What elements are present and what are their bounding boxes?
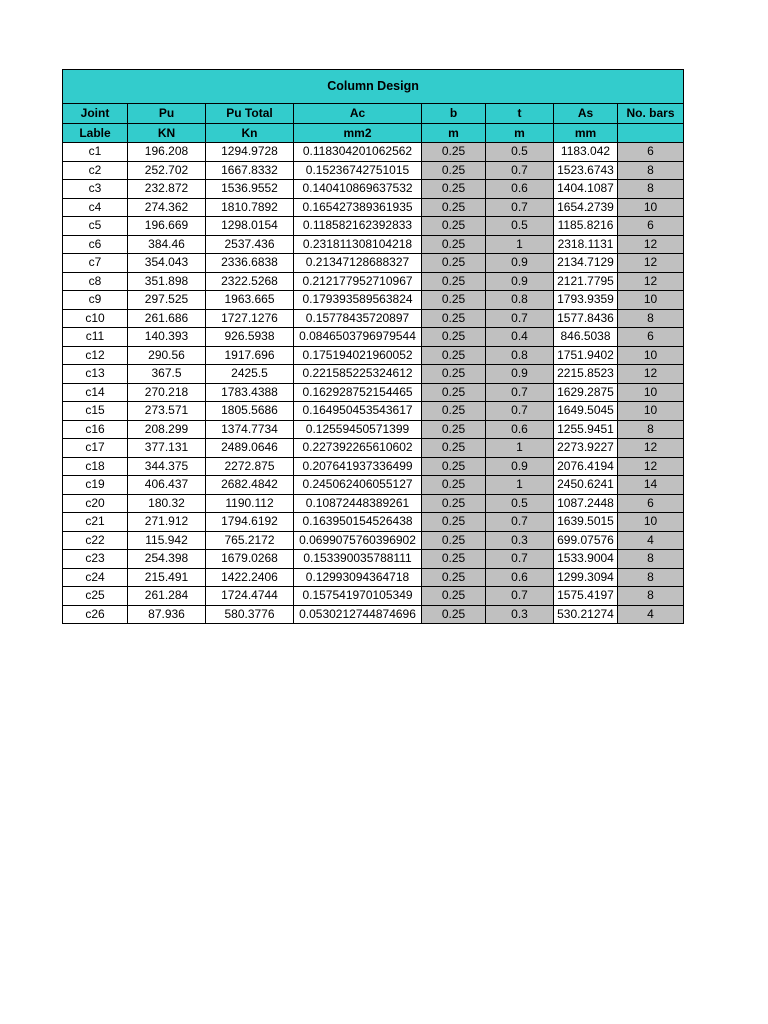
cell-b: 0.25 bbox=[422, 235, 486, 254]
cell-t: 0.9 bbox=[486, 254, 554, 273]
header-pu-total: Pu Total bbox=[206, 104, 294, 124]
cell-pu: 261.686 bbox=[128, 309, 206, 328]
table-row bbox=[63, 383, 684, 402]
cell-joint: c9 bbox=[63, 291, 128, 310]
cell-as: 1751.9402 bbox=[554, 346, 618, 365]
table-row bbox=[63, 531, 684, 550]
header-no-bars: No. bars bbox=[618, 104, 684, 124]
cell-pu-total: 1917.696 bbox=[206, 346, 294, 365]
cell-as: 1299.3094 bbox=[554, 568, 618, 587]
cell-no-bars: 6 bbox=[618, 143, 684, 162]
cell-t: 0.7 bbox=[486, 402, 554, 421]
table-row bbox=[63, 420, 684, 439]
unit-as: mm bbox=[554, 124, 618, 143]
cell-no-bars: 12 bbox=[618, 457, 684, 476]
cell-pu-total: 1724.4744 bbox=[206, 587, 294, 606]
cell-pu-total: 1422.2406 bbox=[206, 568, 294, 587]
cell-pu: 140.393 bbox=[128, 328, 206, 347]
cell-no-bars: 10 bbox=[618, 198, 684, 217]
cell-pu: 274.362 bbox=[128, 198, 206, 217]
header-row bbox=[63, 104, 684, 124]
cell-no-bars: 8 bbox=[618, 568, 684, 587]
cell-b: 0.25 bbox=[422, 550, 486, 569]
cell-b: 0.25 bbox=[422, 420, 486, 439]
cell-b: 0.25 bbox=[422, 291, 486, 310]
cell-pu-total: 1783.4388 bbox=[206, 383, 294, 402]
cell-pu: 254.398 bbox=[128, 550, 206, 569]
cell-t: 1 bbox=[486, 235, 554, 254]
cell-as: 2076.4194 bbox=[554, 457, 618, 476]
cell-ac: 0.0846503796979544 bbox=[294, 328, 422, 347]
cell-ac: 0.21347128688327 bbox=[294, 254, 422, 273]
cell-t: 0.5 bbox=[486, 217, 554, 236]
cell-pu: 377.131 bbox=[128, 439, 206, 458]
cell-joint: c25 bbox=[63, 587, 128, 606]
cell-joint: c26 bbox=[63, 605, 128, 624]
table-row bbox=[63, 291, 684, 310]
cell-pu: 252.702 bbox=[128, 161, 206, 180]
cell-no-bars: 12 bbox=[618, 254, 684, 273]
cell-b: 0.25 bbox=[422, 383, 486, 402]
cell-as: 1577.8436 bbox=[554, 309, 618, 328]
cell-as: 2273.9227 bbox=[554, 439, 618, 458]
cell-pu: 273.571 bbox=[128, 402, 206, 421]
cell-as: 2450.6241 bbox=[554, 476, 618, 495]
cell-pu-total: 765.2172 bbox=[206, 531, 294, 550]
cell-pu-total: 1727.1276 bbox=[206, 309, 294, 328]
cell-pu: 367.5 bbox=[128, 365, 206, 384]
cell-as: 1185.8216 bbox=[554, 217, 618, 236]
cell-no-bars: 12 bbox=[618, 439, 684, 458]
cell-pu: 87.936 bbox=[128, 605, 206, 624]
cell-joint: c2 bbox=[63, 161, 128, 180]
cell-as: 846.5038 bbox=[554, 328, 618, 347]
cell-b: 0.25 bbox=[422, 161, 486, 180]
cell-as: 2318.1131 bbox=[554, 235, 618, 254]
cell-b: 0.25 bbox=[422, 198, 486, 217]
cell-pu-total: 1536.9552 bbox=[206, 180, 294, 199]
cell-ac: 0.165427389361935 bbox=[294, 198, 422, 217]
cell-joint: c18 bbox=[63, 457, 128, 476]
cell-pu: 384.46 bbox=[128, 235, 206, 254]
cell-pu: 351.898 bbox=[128, 272, 206, 291]
unit-pu: KN bbox=[128, 124, 206, 143]
cell-joint: c3 bbox=[63, 180, 128, 199]
cell-joint: c14 bbox=[63, 383, 128, 402]
cell-joint: c16 bbox=[63, 420, 128, 439]
cell-ac: 0.245062406055127 bbox=[294, 476, 422, 495]
cell-no-bars: 10 bbox=[618, 346, 684, 365]
unit-ac: mm2 bbox=[294, 124, 422, 143]
cell-ac: 0.157541970105349 bbox=[294, 587, 422, 606]
cell-ac: 0.164950453543617 bbox=[294, 402, 422, 421]
cell-pu: 115.942 bbox=[128, 531, 206, 550]
cell-ac: 0.118582162392833 bbox=[294, 217, 422, 236]
cell-t: 0.7 bbox=[486, 309, 554, 328]
cell-as: 2215.8523 bbox=[554, 365, 618, 384]
table-row bbox=[63, 568, 684, 587]
cell-ac: 0.15236742751015 bbox=[294, 161, 422, 180]
cell-joint: c23 bbox=[63, 550, 128, 569]
cell-b: 0.25 bbox=[422, 180, 486, 199]
table-row bbox=[63, 476, 684, 495]
table-row bbox=[63, 235, 684, 254]
cell-joint: c17 bbox=[63, 439, 128, 458]
table-row bbox=[63, 365, 684, 384]
cell-t: 0.5 bbox=[486, 143, 554, 162]
cell-b: 0.25 bbox=[422, 457, 486, 476]
cell-pu: 232.872 bbox=[128, 180, 206, 199]
cell-b: 0.25 bbox=[422, 439, 486, 458]
cell-pu: 406.437 bbox=[128, 476, 206, 495]
cell-pu-total: 1810.7892 bbox=[206, 198, 294, 217]
table-row bbox=[63, 513, 684, 532]
cell-ac: 0.118304201062562 bbox=[294, 143, 422, 162]
cell-no-bars: 8 bbox=[618, 161, 684, 180]
cell-ac: 0.231811308104218 bbox=[294, 235, 422, 254]
cell-t: 0.4 bbox=[486, 328, 554, 347]
cell-ac: 0.207641937336499 bbox=[294, 457, 422, 476]
cell-joint: c4 bbox=[63, 198, 128, 217]
cell-pu: 196.669 bbox=[128, 217, 206, 236]
cell-pu: 180.32 bbox=[128, 494, 206, 513]
cell-t: 0.6 bbox=[486, 180, 554, 199]
unit-joint: Lable bbox=[63, 124, 128, 143]
cell-as: 2134.7129 bbox=[554, 254, 618, 273]
cell-joint: c1 bbox=[63, 143, 128, 162]
table-row bbox=[63, 254, 684, 273]
table-row bbox=[63, 309, 684, 328]
cell-joint: c21 bbox=[63, 513, 128, 532]
cell-pu: 344.375 bbox=[128, 457, 206, 476]
cell-pu-total: 2537.436 bbox=[206, 235, 294, 254]
cell-b: 0.25 bbox=[422, 531, 486, 550]
cell-no-bars: 6 bbox=[618, 217, 684, 236]
table-row bbox=[63, 143, 684, 162]
table-row bbox=[63, 180, 684, 199]
cell-as: 1575.4197 bbox=[554, 587, 618, 606]
unit-t: m bbox=[486, 124, 554, 143]
cell-no-bars: 6 bbox=[618, 494, 684, 513]
cell-no-bars: 4 bbox=[618, 605, 684, 624]
cell-pu-total: 1963.665 bbox=[206, 291, 294, 310]
cell-pu: 261.284 bbox=[128, 587, 206, 606]
cell-no-bars: 10 bbox=[618, 402, 684, 421]
cell-pu-total: 2489.0646 bbox=[206, 439, 294, 458]
cell-pu: 196.208 bbox=[128, 143, 206, 162]
cell-t: 0.9 bbox=[486, 272, 554, 291]
cell-ac: 0.12993094364718 bbox=[294, 568, 422, 587]
cell-t: 0.9 bbox=[486, 457, 554, 476]
cell-as: 530.21274 bbox=[554, 605, 618, 624]
header-ac: Ac bbox=[294, 104, 422, 124]
cell-ac: 0.153390035788111 bbox=[294, 550, 422, 569]
cell-no-bars: 14 bbox=[618, 476, 684, 495]
header-pu: Pu bbox=[128, 104, 206, 124]
cell-t: 0.3 bbox=[486, 605, 554, 624]
cell-ac: 0.15778435720897 bbox=[294, 309, 422, 328]
cell-as: 1639.5015 bbox=[554, 513, 618, 532]
cell-joint: c7 bbox=[63, 254, 128, 273]
cell-b: 0.25 bbox=[422, 272, 486, 291]
cell-joint: c24 bbox=[63, 568, 128, 587]
cell-b: 0.25 bbox=[422, 254, 486, 273]
cell-no-bars: 8 bbox=[618, 550, 684, 569]
cell-t: 0.9 bbox=[486, 365, 554, 384]
header-b: b bbox=[422, 104, 486, 124]
cell-as: 2121.7795 bbox=[554, 272, 618, 291]
cell-no-bars: 8 bbox=[618, 587, 684, 606]
cell-b: 0.25 bbox=[422, 402, 486, 421]
cell-b: 0.25 bbox=[422, 568, 486, 587]
table-title: Column Design bbox=[63, 70, 684, 104]
cell-as: 1533.9004 bbox=[554, 550, 618, 569]
unit-pu-total: Kn bbox=[206, 124, 294, 143]
cell-t: 0.7 bbox=[486, 513, 554, 532]
cell-joint: c19 bbox=[63, 476, 128, 495]
cell-as: 1649.5045 bbox=[554, 402, 618, 421]
cell-ac: 0.10872448389261 bbox=[294, 494, 422, 513]
cell-t: 0.3 bbox=[486, 531, 554, 550]
cell-ac: 0.140410869637532 bbox=[294, 180, 422, 199]
cell-as: 1793.9359 bbox=[554, 291, 618, 310]
cell-as: 1255.9451 bbox=[554, 420, 618, 439]
cell-ac: 0.12559450571399 bbox=[294, 420, 422, 439]
cell-joint: c12 bbox=[63, 346, 128, 365]
cell-b: 0.25 bbox=[422, 605, 486, 624]
cell-b: 0.25 bbox=[422, 346, 486, 365]
cell-b: 0.25 bbox=[422, 494, 486, 513]
cell-as: 1654.2739 bbox=[554, 198, 618, 217]
table-row bbox=[63, 272, 684, 291]
unit-b: m bbox=[422, 124, 486, 143]
header-as: As bbox=[554, 104, 618, 124]
table-body bbox=[63, 143, 684, 624]
cell-b: 0.25 bbox=[422, 513, 486, 532]
cell-pu: 270.218 bbox=[128, 383, 206, 402]
cell-joint: c20 bbox=[63, 494, 128, 513]
cell-b: 0.25 bbox=[422, 143, 486, 162]
table-row bbox=[63, 587, 684, 606]
cell-joint: c22 bbox=[63, 531, 128, 550]
cell-ac: 0.0699075760396902 bbox=[294, 531, 422, 550]
cell-joint: c5 bbox=[63, 217, 128, 236]
cell-b: 0.25 bbox=[422, 309, 486, 328]
table-row bbox=[63, 439, 684, 458]
cell-b: 0.25 bbox=[422, 365, 486, 384]
cell-pu-total: 2322.5268 bbox=[206, 272, 294, 291]
cell-pu-total: 2682.4842 bbox=[206, 476, 294, 495]
cell-b: 0.25 bbox=[422, 328, 486, 347]
cell-joint: c6 bbox=[63, 235, 128, 254]
cell-pu-total: 580.3776 bbox=[206, 605, 294, 624]
cell-ac: 0.163950154526438 bbox=[294, 513, 422, 532]
header-t: t bbox=[486, 104, 554, 124]
cell-pu-total: 2336.6838 bbox=[206, 254, 294, 273]
cell-pu-total: 1190.112 bbox=[206, 494, 294, 513]
cell-pu-total: 1298.0154 bbox=[206, 217, 294, 236]
cell-t: 0.7 bbox=[486, 587, 554, 606]
cell-as: 1523.6743 bbox=[554, 161, 618, 180]
cell-ac: 0.0530212744874696 bbox=[294, 605, 422, 624]
cell-no-bars: 10 bbox=[618, 513, 684, 532]
table-row bbox=[63, 605, 684, 624]
cell-t: 0.7 bbox=[486, 161, 554, 180]
cell-pu-total: 2272.875 bbox=[206, 457, 294, 476]
table-row bbox=[63, 457, 684, 476]
cell-no-bars: 12 bbox=[618, 235, 684, 254]
cell-ac: 0.212177952710967 bbox=[294, 272, 422, 291]
cell-ac: 0.221585225324612 bbox=[294, 365, 422, 384]
cell-no-bars: 6 bbox=[618, 328, 684, 347]
cell-joint: c8 bbox=[63, 272, 128, 291]
cell-ac: 0.179393589563824 bbox=[294, 291, 422, 310]
cell-no-bars: 4 bbox=[618, 531, 684, 550]
table-row bbox=[63, 328, 684, 347]
cell-t: 0.7 bbox=[486, 383, 554, 402]
cell-no-bars: 12 bbox=[618, 365, 684, 384]
cell-joint: c11 bbox=[63, 328, 128, 347]
cell-pu: 215.491 bbox=[128, 568, 206, 587]
cell-pu: 290.56 bbox=[128, 346, 206, 365]
cell-no-bars: 8 bbox=[618, 180, 684, 199]
cell-ac: 0.162928752154465 bbox=[294, 383, 422, 402]
table-row bbox=[63, 402, 684, 421]
cell-pu-total: 1374.7734 bbox=[206, 420, 294, 439]
column-design-table bbox=[62, 69, 684, 624]
table-row bbox=[63, 550, 684, 569]
cell-joint: c10 bbox=[63, 309, 128, 328]
cell-pu-total: 1667.8332 bbox=[206, 161, 294, 180]
cell-no-bars: 10 bbox=[618, 383, 684, 402]
cell-b: 0.25 bbox=[422, 476, 486, 495]
cell-joint: c13 bbox=[63, 365, 128, 384]
cell-t: 0.8 bbox=[486, 346, 554, 365]
cell-as: 1087.2448 bbox=[554, 494, 618, 513]
cell-pu-total: 1294.9728 bbox=[206, 143, 294, 162]
cell-pu-total: 1805.5686 bbox=[206, 402, 294, 421]
cell-as: 699.07576 bbox=[554, 531, 618, 550]
cell-t: 1 bbox=[486, 476, 554, 495]
cell-pu: 271.912 bbox=[128, 513, 206, 532]
cell-ac: 0.175194021960052 bbox=[294, 346, 422, 365]
cell-t: 0.7 bbox=[486, 198, 554, 217]
cell-no-bars: 8 bbox=[618, 420, 684, 439]
cell-t: 0.7 bbox=[486, 550, 554, 569]
table-row bbox=[63, 198, 684, 217]
table-row bbox=[63, 346, 684, 365]
cell-ac: 0.227392265610602 bbox=[294, 439, 422, 458]
header-joint: Joint bbox=[63, 104, 128, 124]
cell-t: 0.5 bbox=[486, 494, 554, 513]
table-row bbox=[63, 217, 684, 236]
cell-t: 1 bbox=[486, 439, 554, 458]
cell-b: 0.25 bbox=[422, 217, 486, 236]
cell-pu-total: 2425.5 bbox=[206, 365, 294, 384]
cell-t: 0.8 bbox=[486, 291, 554, 310]
cell-b: 0.25 bbox=[422, 587, 486, 606]
cell-pu-total: 1794.6192 bbox=[206, 513, 294, 532]
unit-no-bars bbox=[618, 124, 684, 143]
cell-pu: 354.043 bbox=[128, 254, 206, 273]
table-row bbox=[63, 161, 684, 180]
cell-pu-total: 926.5938 bbox=[206, 328, 294, 347]
cell-as: 1629.2875 bbox=[554, 383, 618, 402]
cell-no-bars: 8 bbox=[618, 309, 684, 328]
cell-as: 1183.042 bbox=[554, 143, 618, 162]
cell-pu: 297.525 bbox=[128, 291, 206, 310]
units-row bbox=[63, 124, 684, 143]
cell-no-bars: 12 bbox=[618, 272, 684, 291]
cell-t: 0.6 bbox=[486, 420, 554, 439]
cell-as: 1404.1087 bbox=[554, 180, 618, 199]
table-row bbox=[63, 494, 684, 513]
cell-pu-total: 1679.0268 bbox=[206, 550, 294, 569]
cell-t: 0.6 bbox=[486, 568, 554, 587]
cell-joint: c15 bbox=[63, 402, 128, 421]
cell-no-bars: 10 bbox=[618, 291, 684, 310]
cell-pu: 208.299 bbox=[128, 420, 206, 439]
